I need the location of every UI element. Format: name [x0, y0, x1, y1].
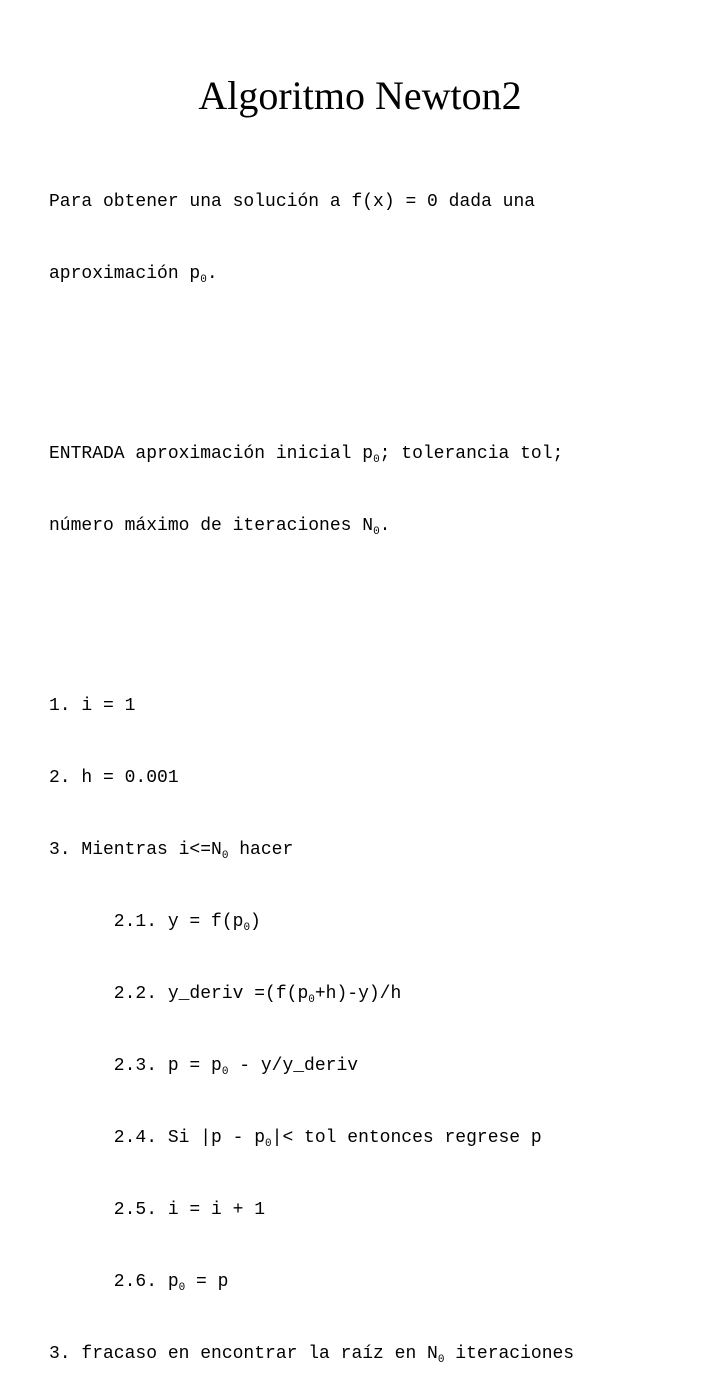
- step-2-3-text: 2.3. p = p: [49, 1056, 222, 1076]
- step-2-6-end: = p: [185, 1272, 229, 1292]
- step-2-2-end: +h)-y)/h: [314, 984, 402, 1004]
- step-2-4-text: 2.4. Si |p - p: [49, 1128, 266, 1148]
- step-3: [49, 838, 574, 862]
- step-2-4-end: |< tol entonces regrese p: [271, 1128, 542, 1148]
- intro-line-1-text: Para obtener una solución a f(x) = 0 dada una: [49, 192, 536, 212]
- intro-line-1: [49, 190, 574, 214]
- entrada-line-2: [49, 514, 574, 538]
- step-2-6: [49, 1270, 574, 1294]
- entrada-subscript-1: 0: [373, 454, 380, 466]
- step-1: [49, 694, 574, 718]
- intro-line-2-text: aproximación p: [49, 264, 201, 284]
- step-2-4-subscript: 0: [265, 1138, 272, 1150]
- step-2-1-text: 2.1. y = f(p: [49, 912, 244, 932]
- entrada-line-2-end: .: [379, 516, 391, 536]
- entrada-line-1-end: ; tolerancia tol;: [379, 444, 564, 464]
- step-2-3-end: - y/y_deriv: [228, 1056, 359, 1076]
- step-2-2: [49, 982, 574, 1006]
- step-fail: [49, 1342, 574, 1366]
- step-3-text: 3. Mientras i<=N: [49, 840, 222, 860]
- step-2-6-subscript: 0: [178, 1282, 186, 1294]
- step-2-1-end: ): [250, 912, 261, 932]
- step-2: [49, 766, 574, 790]
- algorithm-text: [49, 142, 574, 1390]
- step-2-1: [49, 910, 574, 934]
- entrada-subscript-2: 0: [373, 526, 380, 538]
- step-2-3: [49, 1054, 574, 1078]
- step-fail-subscript: 0: [437, 1354, 445, 1366]
- step-3-subscript: 0: [221, 850, 229, 862]
- step-2-2-text: 2.2. y_deriv =(f(p: [49, 984, 309, 1004]
- slide-title: Algoritmo Newton2: [198, 73, 522, 118]
- step-2-text: 2. h = 0.001: [49, 768, 179, 788]
- spacer: [49, 610, 574, 622]
- step-2-5-text: 2.5. i = i + 1: [49, 1200, 266, 1220]
- entrada-line-1: [49, 442, 574, 466]
- entrada-line-1-text: ENTRADA aproximación inicial p: [49, 444, 374, 464]
- step-2-3-subscript: 0: [221, 1066, 229, 1078]
- step-fail-end: iteraciones: [444, 1344, 575, 1364]
- step-3-end: hacer: [228, 840, 294, 860]
- step-2-1-subscript: 0: [243, 922, 251, 934]
- step-2-5: [49, 1198, 574, 1222]
- intro-line-2: [49, 262, 574, 286]
- intro-subscript: 0: [200, 274, 207, 286]
- intro-line-2-end: .: [206, 264, 218, 284]
- step-2-4: [49, 1126, 574, 1150]
- step-fail-text: 3. fracaso en encontrar la raíz en N: [49, 1344, 438, 1364]
- entrada-line-2-text: número máximo de iteraciones N: [49, 516, 374, 536]
- spacer: [49, 358, 574, 370]
- step-1-text: 1. i = 1: [49, 696, 136, 716]
- step-2-2-subscript: 0: [308, 994, 315, 1006]
- step-2-6-text: 2.6. p: [49, 1272, 179, 1292]
